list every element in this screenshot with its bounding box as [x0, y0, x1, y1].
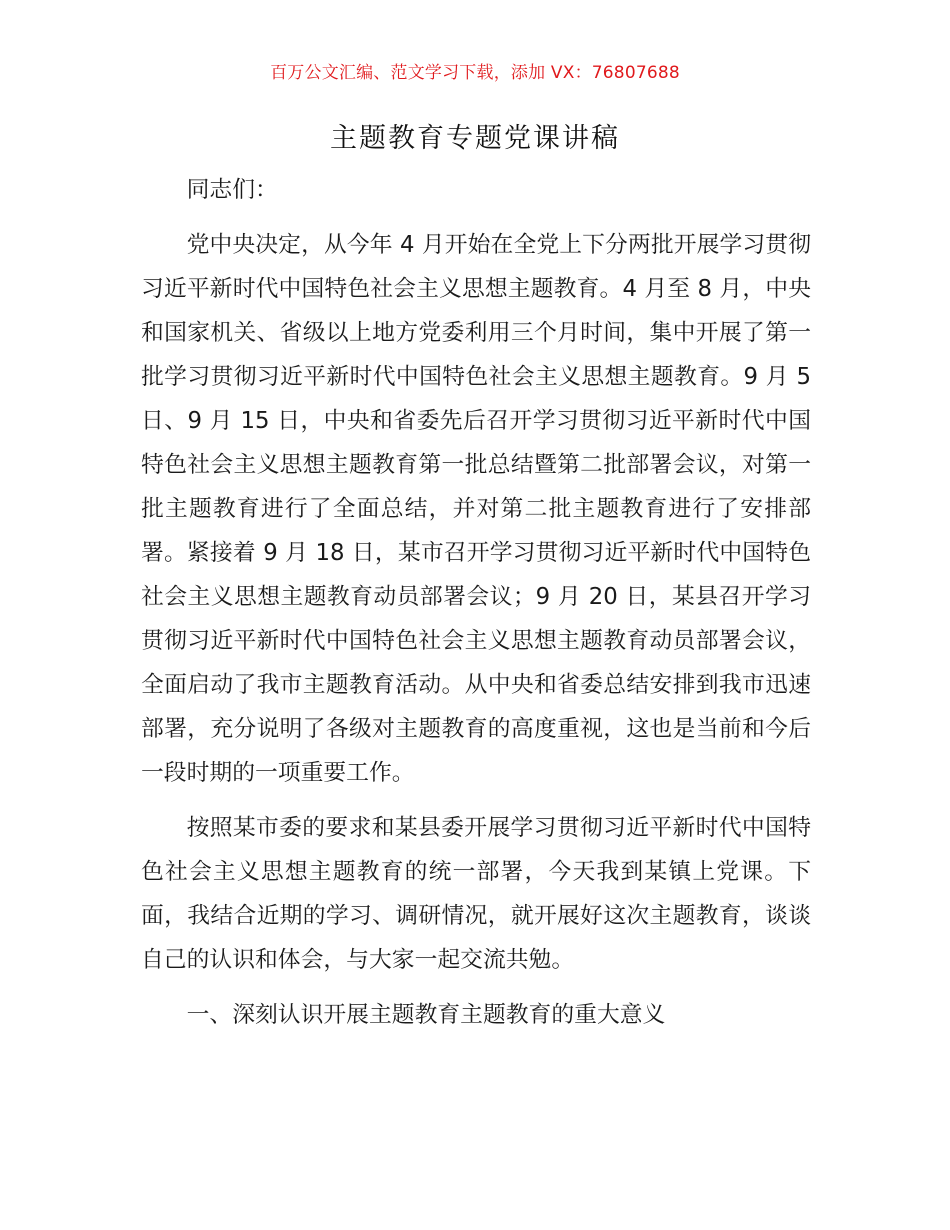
- document-title: 主题教育专题党课讲稿: [330, 123, 620, 154]
- section-heading: 一、深刻认识开展主题教育主题教育的重大意义: [186, 1002, 666, 1028]
- paragraph-1: 党中央决定，从今年 4 月开始在全党上下分两批开展学习贯彻习近平新时代中国特色社会主义思想主题教育。4 月至 8 月，中央和国家机关、省级以上地方党委利用三个月时间，集中开展了第一批学习贯彻习近平新时代中国特色社会主义思想主题教育。9 月 5 日、9 月 15 日，中央和省委先后召开学习贯彻习近平新时代中国特色社会主义思想主题教育第一批总结暨第二批部署会议，对第一批主题教育进行了全面总结，并对第二批主题教育进行了安排部署。紧接着 9 月 18 日，某市召开学习贯彻习近平新时代中国特色社会主义思想主题教育动员部署会议；9 月 20 日，某县召开学习贯彻习近平新时代中国特色社会主义思想主题教育动员部署会议，全面启动了我市主题教育活动。从中央和省委总结安排到我市迅速部署，充分说明了各级对主题教育的高度重视，这也是当前和今后一段时期的一项重要工作。: [141, 232, 811, 786]
- header-banner: 百万公文汇编、范文学习下载，添加 VX：76807688: [270, 63, 680, 83]
- salutation: 同志们：: [186, 177, 278, 203]
- paragraph-2: 按照某市委的要求和某县委开展学习贯彻习近平新时代中国特色社会主义思想主题教育的统一部署，今天我到某镇上党课。下面，我结合近期的学习、调研情况，就开展好这次主题教育，谈谈自己的认识和体会，与大家一起交流共勉。: [141, 815, 811, 973]
- document-body: [141, 168, 811, 1037]
